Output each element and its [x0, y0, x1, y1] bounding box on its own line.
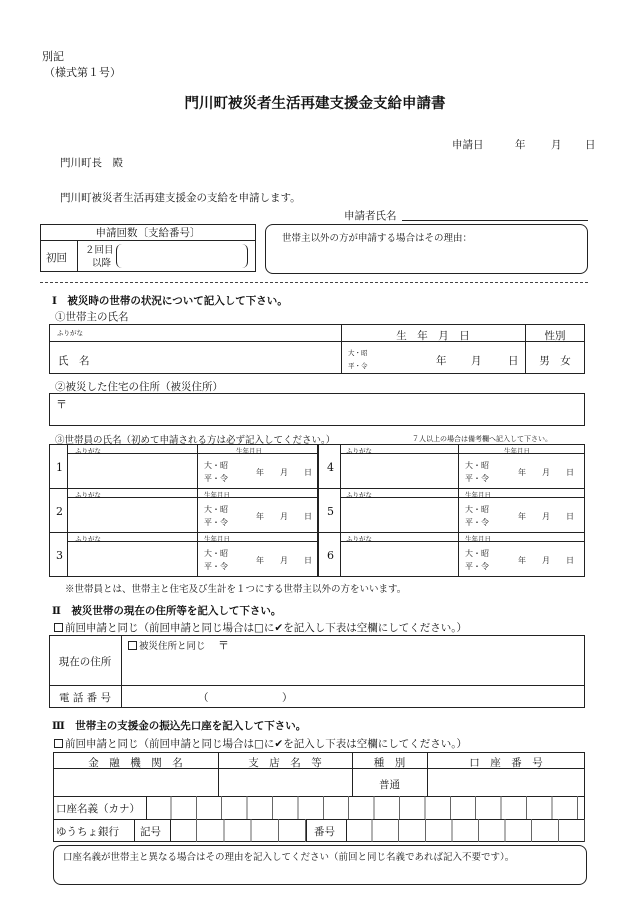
member-era1-5[interactable]: 大・昭	[465, 505, 489, 514]
gender-options[interactable]: 男 女	[539, 355, 571, 367]
section2-prev-same: 前回申請と同じ（前回申請と同じ場合は□に✔を記入し下表は空欄にしてください。）	[54, 620, 467, 635]
member-number-5: 5	[327, 505, 334, 518]
householder-month: 月	[471, 355, 482, 367]
householder-name-subheading: ①世帯主の氏名	[55, 311, 129, 323]
member-birth-label-1: 生年月日	[236, 447, 262, 455]
householder-furigana: ふりがな	[57, 329, 83, 337]
addressee: 門川町長 殿	[60, 157, 123, 169]
first-application[interactable]: 初回	[46, 252, 67, 264]
householder-year: 年	[436, 355, 447, 367]
member-number-3: 3	[56, 549, 63, 562]
same-as-disaster-address: 被災住所と同じ	[128, 638, 206, 652]
section3-prev-checkbox[interactable]	[54, 739, 63, 748]
form-number: （様式第１号）	[44, 66, 121, 79]
householder-name-field[interactable]	[110, 343, 338, 371]
member-number-4: 4	[327, 461, 334, 474]
member-number-6: 6	[327, 549, 334, 562]
member-era2-5[interactable]: 平・令	[465, 518, 489, 527]
date-month: 月	[551, 139, 562, 151]
era-option-1[interactable]: 大・昭	[348, 349, 368, 357]
application-count-header: 申請回数〔支給番号〕	[95, 227, 201, 239]
householder-name-label: 氏 名	[58, 355, 90, 367]
applicant-name-label: 申請者氏名	[344, 210, 397, 222]
date-label: 申請日	[452, 139, 484, 151]
member-date-1: 年 月 日	[256, 468, 312, 477]
account-kana-grid[interactable]	[146, 796, 585, 819]
member-date-4: 年 月 日	[518, 468, 574, 477]
section3-prev-same: 前回申請と同じ（前回申請と同じ場合は□に✔を記入し下表は空欄にしてください。）	[54, 736, 467, 751]
bango-label: 番号	[314, 826, 335, 838]
account-type-header: 種 別	[373, 757, 406, 769]
account-kana-label: 口座名義（カナ）	[56, 803, 140, 815]
current-address-label: 現在の住所	[58, 656, 112, 668]
branch-name-header: 支 店 名 等	[248, 757, 322, 769]
member-era1-1[interactable]: 大・昭	[204, 461, 228, 470]
member-era1-3[interactable]: 大・昭	[204, 549, 228, 558]
section2-heading: Ⅱ 被災世帯の現在の住所等を記入して下さい。	[52, 605, 282, 617]
member-birth-label-6: 生年月日	[465, 535, 491, 543]
member-birth-label-3: 生年月日	[204, 535, 230, 543]
annex-label: 別記	[42, 50, 64, 63]
member-birth-label-2: 生年月日	[204, 491, 230, 499]
member-furigana-2: ふりがな	[75, 491, 101, 499]
householder-gender-header: 性別	[544, 330, 566, 342]
member-era2-1[interactable]: 平・令	[204, 474, 228, 483]
date-day: 日	[585, 139, 596, 151]
phone-label: 電 話 番 号	[58, 692, 111, 704]
section3-heading: Ⅲ 世帯主の支援金の振込先口座を記入して下さい。	[52, 720, 307, 732]
member-furigana-1: ふりがな	[75, 447, 101, 455]
page-title: 門川町被災者生活再建支援金支給申請書	[184, 95, 446, 112]
reason-label: 世帯主以外の方が申請する場合はその理由：	[282, 233, 473, 244]
member-era1-4[interactable]: 大・昭	[465, 461, 489, 470]
account-reason-note: 口座名義が世帯主と異なる場合はその理由を記入してください（前回と同じ名義であれば記入不要です）。	[63, 852, 515, 863]
applicant-name-field[interactable]	[402, 208, 588, 221]
member-era2-6[interactable]: 平・令	[465, 562, 489, 571]
member-birth-label-4: 生年月日	[504, 447, 530, 455]
member-era2-3[interactable]: 平・令	[204, 562, 228, 571]
member-date-6: 年 月 日	[518, 556, 574, 565]
members-subheading: ③世帯員の氏名（初めて申請される方は必ず記入してください。）	[55, 435, 336, 446]
current-postal-mark: 〒	[218, 639, 229, 652]
era-option-2[interactable]: 平・令	[348, 362, 368, 370]
postal-mark: 〒	[56, 398, 67, 411]
second-or-later-line2[interactable]: 以降	[92, 258, 112, 269]
statement: 門川町被災者生活再建支援金の支給を申請します。	[60, 192, 301, 204]
member-birth-label-5: 生年月日	[465, 491, 491, 499]
section2-prev-checkbox[interactable]	[54, 623, 63, 632]
disaster-address-field[interactable]	[49, 393, 585, 426]
phone-field[interactable]: （ ）	[198, 692, 293, 704]
payment-number-field[interactable]	[116, 244, 248, 268]
yucho-label: ゆうちょ銀行	[56, 826, 119, 838]
same-address-checkbox[interactable]	[128, 641, 137, 650]
member-furigana-6: ふりがな	[346, 535, 372, 543]
member-furigana-3: ふりがな	[75, 535, 101, 543]
householder-day: 日	[508, 355, 519, 367]
section1-heading: Ⅰ 被災時の世帯の状況について記入して下さい。	[52, 295, 288, 307]
members-note: ７人以上の場合は備考欄へ記入して下さい。	[412, 435, 552, 443]
member-furigana-5: ふりがな	[346, 491, 372, 499]
account-number-header: 口 座 番 号	[469, 757, 543, 769]
householder-birthdate-header: 生 年 月 日	[396, 330, 470, 342]
member-date-2: 年 月 日	[256, 512, 312, 521]
member-date-3: 年 月 日	[256, 556, 312, 565]
member-number-1: 1	[56, 461, 63, 474]
kigo-label: 記号	[140, 826, 161, 838]
account-type-value[interactable]: 普通	[379, 779, 400, 791]
member-furigana-4: ふりがな	[346, 447, 372, 455]
member-era1-6[interactable]: 大・昭	[465, 549, 489, 558]
member-era2-4[interactable]: 平・令	[465, 474, 489, 483]
kigo-grid[interactable]	[170, 819, 306, 842]
disaster-address-subheading: ②被災した住宅の住所（被災住所）	[55, 381, 223, 393]
date-year: 年	[515, 139, 526, 151]
bank-name-header: 金 融 機 関 名	[88, 757, 183, 769]
second-or-later-line1[interactable]: ２回目	[85, 245, 114, 256]
bango-grid[interactable]	[346, 819, 585, 842]
member-era2-2[interactable]: 平・令	[204, 518, 228, 527]
member-number-2: 2	[56, 505, 63, 518]
member-era1-2[interactable]: 大・昭	[204, 505, 228, 514]
members-footnote: ※世帯員とは、世帯主と住宅及び生計を１つにする世帯主以外の方をいいます。	[65, 584, 407, 595]
member-date-5: 年 月 日	[518, 512, 574, 521]
